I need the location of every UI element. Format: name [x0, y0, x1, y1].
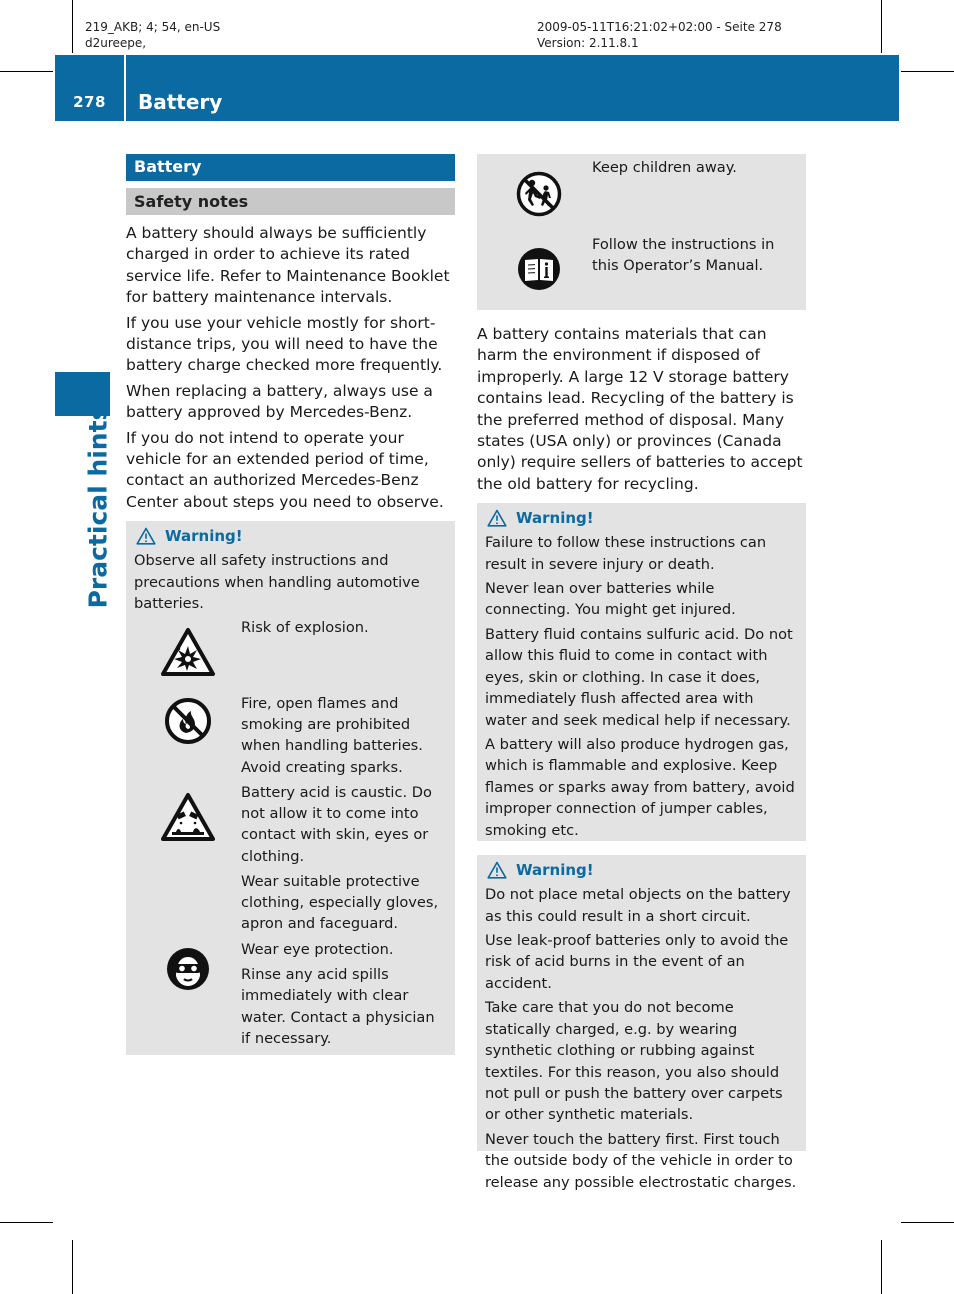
symbol-text: Rinse any acid spills immediately with clear water. Contact a physician if necessary. [241, 965, 435, 1048]
warning-title-text: Warning! [516, 509, 594, 528]
right-column [477, 154, 806, 1191]
symbol-text: Keep children away. [592, 159, 737, 176]
symbol-text: Follow the instructions in this Operator’s Manual. [592, 236, 775, 275]
symbol-row [485, 157, 798, 234]
crop-mark [72, 1240, 73, 1294]
warning-box [477, 855, 806, 1191]
warning-title [485, 859, 798, 881]
warning-text: Do not place metal objects on the battery as this could result in a short circuit. [485, 886, 791, 925]
crop-mark [881, 0, 882, 53]
subheading: Safety notes [126, 188, 455, 215]
symbol-row [134, 693, 447, 782]
crop-mark [881, 1240, 882, 1294]
symbol-text: Fire, open flames and smoking are prohibited when handling batteries. Avoid creating sparks. [241, 694, 423, 776]
symbol-text: Wear suitable protective clothing, especially gloves, apron and faceguard. [241, 872, 439, 933]
symbol-row [134, 782, 447, 871]
no-fire-icon [164, 697, 212, 745]
print-meta-left [85, 19, 220, 51]
print-meta-line: 219_AKB; 4; 54, en-US [85, 20, 221, 34]
warning-text: Battery fluid contains sulfuric acid. Do not allow this fluid to come in contact with eyes, skin or clothing. In case it does, immediately flush affected area with water and seek medical help if necessary. [485, 625, 793, 729]
warning-text: Use leak-proof batteries only to avoid the risk of acid burns in the event of an accident. [485, 932, 789, 992]
warning-text: Failure to follow these instructions can result in severe injury or death. [485, 534, 767, 573]
crop-mark [901, 1222, 954, 1223]
body-paragraph: If you do not intend to operate your vehicle for an extended period of time, contact an authorized Mercedes-Benz Center about steps you need to observe. [126, 428, 444, 511]
body-paragraph: A battery should always be sufficiently charged in order to achieve its rated service life. Refer to Maintenance Booklet for battery maintenance intervals. [126, 224, 450, 307]
warning-text: A battery will also produce hydrogen gas, which is flammable and explosive. Keep flames or sparks away from battery, avoid improper connection of jumper cables, smoking etc. [485, 735, 795, 839]
caustic-warning-icon [160, 792, 216, 842]
symbol-text: Risk of explosion. [241, 618, 369, 636]
crop-mark [0, 1222, 53, 1223]
warning-text: Take care that you do not become statically charged, e.g. by wearing synthetic clothing or rubbing against textiles. For this reason, you also should not pull or push the battery over carpets or other synthetic materials. [485, 999, 783, 1124]
body-paragraph: When replacing a battery, always use a battery approved by Mercedes-Benz. [126, 381, 433, 422]
eye-protection-icon [165, 946, 211, 992]
symbol-row [134, 617, 447, 693]
operator-manual-icon [517, 247, 561, 291]
print-meta-right [537, 19, 782, 51]
section-heading: Battery [126, 154, 455, 181]
warning-box [126, 521, 455, 1055]
left-column [126, 154, 455, 1055]
print-meta-line: Version: 2.11.8.1 [537, 36, 639, 50]
print-meta-line: d2ureepe, [85, 36, 147, 50]
symbol-row [485, 234, 798, 291]
symbol-row [134, 939, 447, 1050]
warning-triangle-icon [136, 527, 156, 545]
symbol-text: Battery acid is caustic. Do not allow it to come into contact with skin, eyes or clothing. [241, 783, 432, 865]
warning-title [485, 507, 798, 529]
warning-text: Never lean over batteries while connecting. You might get injured. [485, 580, 736, 619]
crop-mark [901, 71, 954, 72]
crop-mark [72, 0, 73, 53]
warning-text: Never touch the battery first. First touch the outside body of the vehicle in order to release any possible electrostatic charges. [485, 1130, 797, 1191]
warning-box [477, 503, 806, 841]
body-paragraph: A battery contains materials that can harm the environment if disposed of improperly. A large 12 V storage battery contains lead. Recycling of the battery is the preferred method of disposal. Many states (USA only) or provinces (Canada only) require sellers of batteries to accept the old battery for recycling. [477, 325, 803, 493]
body-paragraph: If you use your vehicle mostly for short-distance trips, you will need to have the battery charge checked more frequently. [126, 313, 443, 375]
warning-text: Observe all safety instructions and precautions when handling automotive batteries. [134, 552, 420, 613]
symbol-box [477, 154, 806, 310]
side-tab-label: Practical hints [83, 405, 113, 609]
chapter-title: Battery [138, 90, 223, 114]
print-meta-line: 2009-05-11T16:21:02+02:00 - Seite 278 [537, 20, 782, 34]
warning-triangle-icon [487, 861, 507, 879]
warning-title [134, 525, 447, 547]
warning-title-text: Warning! [516, 861, 594, 880]
explosion-warning-icon [160, 627, 216, 677]
symbol-row [134, 871, 447, 939]
keep-children-away-icon [516, 171, 562, 217]
warning-triangle-icon [487, 509, 507, 527]
crop-mark [0, 71, 53, 72]
header-divider [124, 55, 126, 121]
page-number: 278 [73, 93, 106, 111]
symbol-text: Wear eye protection. [241, 940, 394, 958]
warning-title-text: Warning! [165, 527, 243, 546]
